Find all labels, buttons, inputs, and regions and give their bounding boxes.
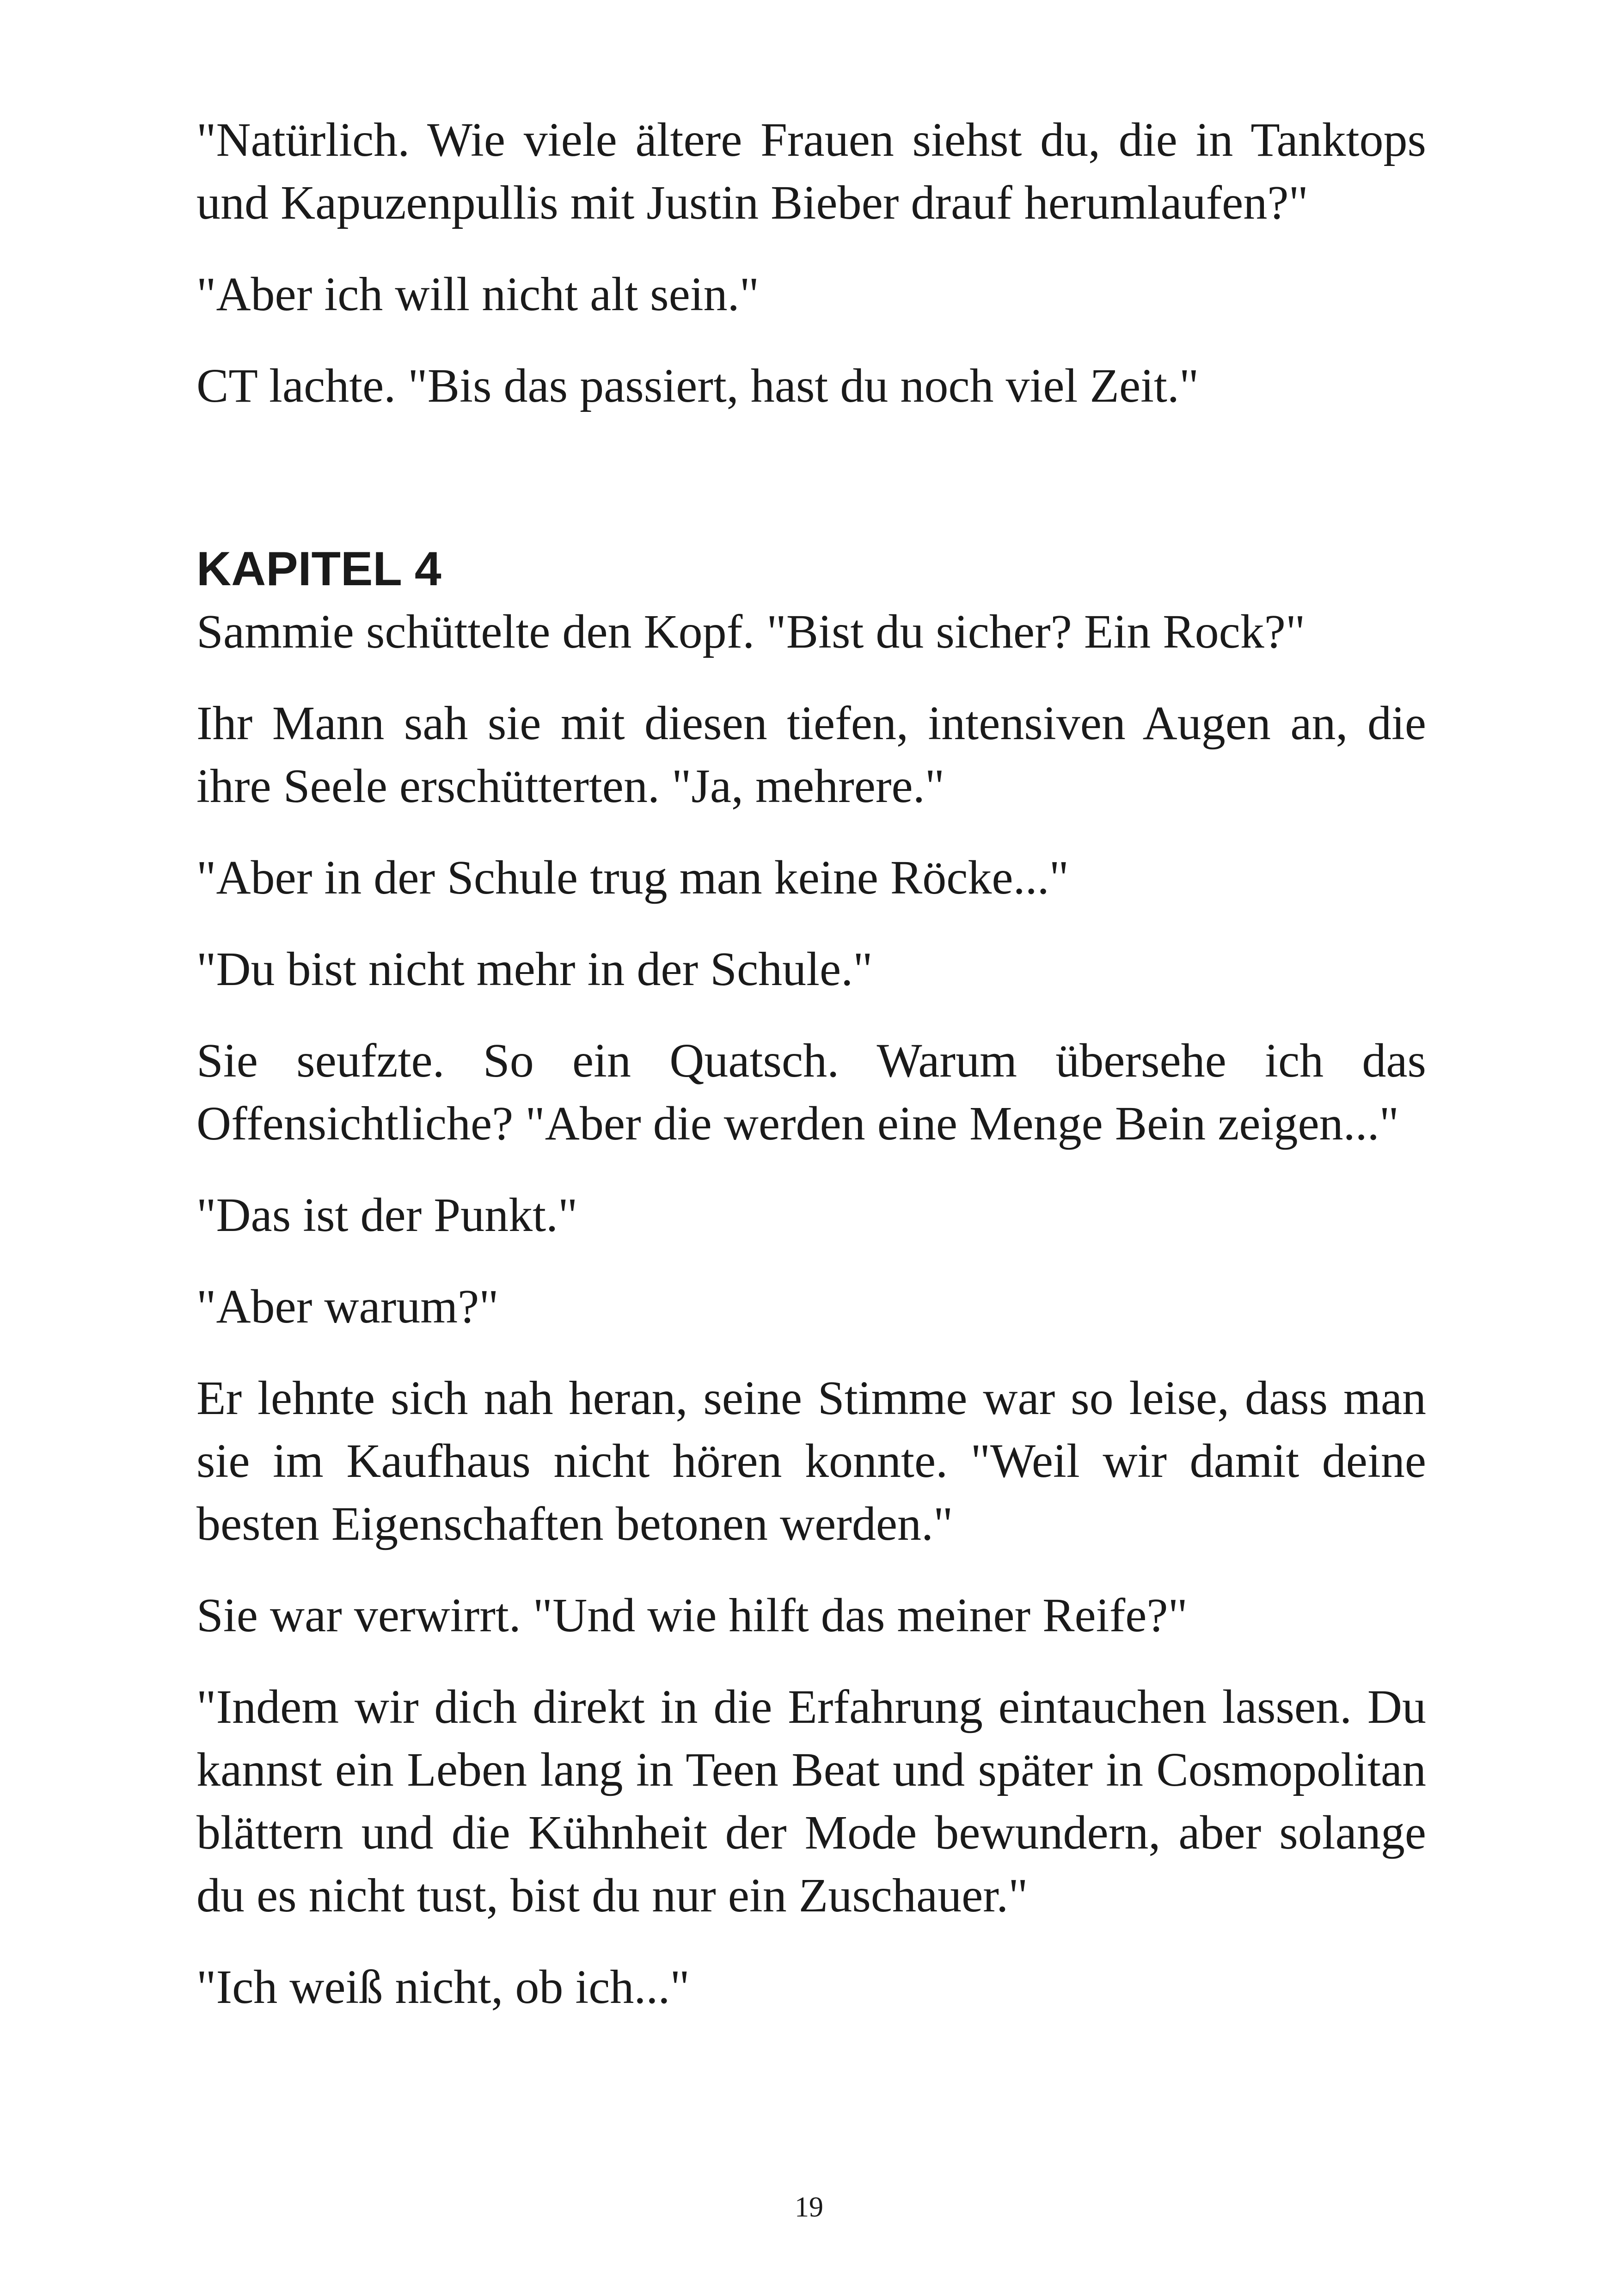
page-body xyxy=(196,109,1426,2019)
paragraph: Ihr Mann sah sie mit diesen tiefen, intensiven Augen an, die ihre Seele erschütterten. "Ja, mehrere." xyxy=(196,697,1426,813)
paragraph: CT lachte. "Bis das passiert, hast du noch viel Zeit." xyxy=(196,359,1199,412)
paragraph: "Aber warum?" xyxy=(196,1280,499,1333)
paragraph: "Indem wir dich direkt in die Erfahrung eintauchen lassen. Du kannst ein Leben lang in Teen Beat und später in Cosmopolitan blättern und die Kühnheit der Mode bewundern, aber solange du es nicht tust, bist du nur ein Zuschauer." xyxy=(196,1680,1426,1922)
paragraph: "Ich weiß nicht, ob ich..." xyxy=(196,1960,690,2014)
paragraph: "Aber ich will nicht alt sein." xyxy=(196,268,760,321)
paragraph: Er lehnte sich nah heran, seine Stimme war so leise, dass man sie im Kaufhaus nicht hören konnte. "Weil wir damit deine besten Eigenschaften betonen werden." xyxy=(196,1371,1426,1550)
paragraph: "Natürlich. Wie viele ältere Frauen siehst du, die in Tanktops und Kapuzenpullis mit Justin Bieber drauf herumlaufen?" xyxy=(196,113,1426,229)
chapter-heading: KAPITEL 4 xyxy=(196,542,441,596)
paragraph: Sie seufzte. So ein Quatsch. Warum übersehe ich das Offensichtliche? "Aber die werden eine Menge Bein zeigen..." xyxy=(196,1034,1426,1150)
paragraph: Sammie schüttelte den Kopf. "Bist du sicher? Ein Rock?" xyxy=(196,605,1305,658)
paragraph: Sie war verwirrt. "Und wie hilft das meiner Reife?" xyxy=(196,1589,1188,1642)
paragraph: "Du bist nicht mehr in der Schule." xyxy=(196,943,873,996)
paragraph: "Das ist der Punkt." xyxy=(196,1188,578,1242)
paragraph: "Aber in der Schule trug man keine Röcke..." xyxy=(196,851,1069,904)
page-number: 19 xyxy=(795,2192,823,2223)
